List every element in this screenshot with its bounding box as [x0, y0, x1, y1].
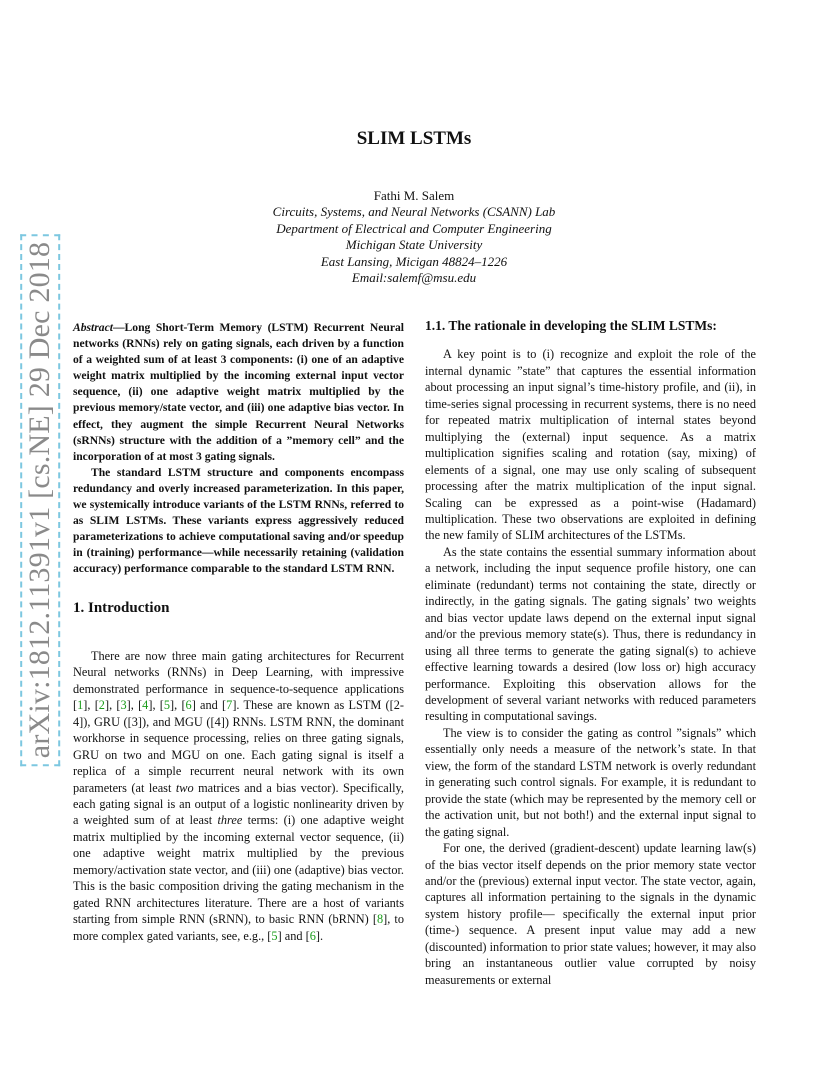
citation-link[interactable]: [ 3 ]: [116, 698, 130, 712]
affiliation-email: Email:salemf@msu.edu: [351, 270, 477, 286]
paper-title: SLIM LSTMs: [356, 128, 472, 149]
citation-link[interactable]: [ 5 ]: [267, 929, 281, 943]
author-block: [0, 188, 828, 286]
introduction-body: [73, 648, 404, 944]
rationale-body: [425, 346, 756, 988]
rationale-paragraph-1: A key point is to (i) recognize and exploit the role of the internal dynamic ”state” that captures the essential information about processing an input signal’s time-history profile, and (ii), in time-series signal processing in recurrent systems, there is no need for repeated matrix multiplication of internal states beyond multiplying the (external) input sequence. As a matrix multiplication signifies scaling and rotation (say, mixing) of elements of a signal, one may use only scaling of subsequent processing after the matrix multiplication of the input signal. Scaling can be expressed as a point-wise (Hadamard) multiplication. These two observations are exploited in defining the new family of SLIM architectures of the LSTMs.: [425, 347, 756, 543]
affiliation-lab: Circuits, Systems, and Neural Networks (CSANN) Lab: [272, 204, 556, 220]
citation-link[interactable]: [ 7 ]: [222, 698, 236, 712]
author-name: Fathi M. Salem: [373, 188, 455, 203]
rationale-paragraph-3: The view is to consider the gating as control ”signals” which essentially only needs a measure of the network’s state. In that view, the form of the standard LSTM network is overly redundant in generating such control signals. For example, it is redundant to provide the state (which may be represented by the memory cell or the activation unit, but not both!) and the external input signal to the gating signal.: [425, 725, 756, 839]
citation-link[interactable]: [ 1 ]: [73, 698, 87, 712]
right-column: [425, 318, 756, 988]
citation-link[interactable]: [ 6 ]: [181, 698, 195, 712]
section-heading-introduction: 1. Introduction: [73, 599, 170, 616]
affiliation-address: East Lansing, Micigan 48824–1226: [320, 253, 508, 269]
citation-link[interactable]: [ 5 ]: [160, 698, 174, 712]
introduction-paragraph: There are now three main gating architectures for Recurrent Neural networks (RNNs) in Deep Learning, with impressive demonstrated performance in sequence-to-sequence applications [ 1 ] , [ 2 ] , [ 3 ] , [ 4 ] , [ 5 ] , [ 6 ] and [ 7 ] . These are known as LSTM ([2-4]), GRU ([3]), and MGU ([4]) RNNs. LSTM RNN, the dominant workhorse in sequence processing, relies on three gating signals, GRU on two and MGU on one. Each gating signal is itself a replica of a simple recurrent neural network with its own parameters (at least two matrices and a bias vector). Specifically, each gating signal is an output of a logistic nonlinearity driven by a weighted sum of at least three terms: (i) one adaptive weight matrix multiplied by the incoming external vector sequence, (ii) one adaptive weight matrix multiplied by the previous memory/activation state vector, and (iii) one (adaptive) bias vector. This is the basic composition driving the gating mechanism in the gated RNN architectures literature. There are a host of variants starting from simple RNN (sRNN), to basic RNN (bRNN) [ 8 ] , to more complex gated variants, see, e.g., [ 5 ] and [ 6 ] .: [73, 648, 404, 944]
subsection-heading-rationale: 1.1. The rationale in developing the SLIM LSTMs:: [425, 318, 717, 333]
rationale-paragraph-4: For one, the derived (gradient-descent) update learning law(s) of the bias vector itself depends on the prior memory state vector and/or the (previous) external input vector. The state vector, again, captures all information pertaining to the signals in the dynamic system history profile— specifically the external input prior (time-) sequence. A present input value may add a new (discounted) information to prior state values; however, it may also bring an instantaneous outlier value corrupted by noisy measurements or external: [425, 841, 756, 987]
arxiv-id: arXiv:1812.11391v1 [cs.NE] 29 Dec 2018: [20, 234, 60, 766]
abstract-label: Abstract: [73, 321, 113, 334]
citation-link[interactable]: [ 6 ]: [306, 929, 320, 943]
abstract: [73, 320, 404, 578]
affiliation-dept: Department of Electrical and Computer Engineering: [276, 220, 552, 236]
citation-link[interactable]: [ 4 ]: [138, 698, 152, 712]
abstract-paragraph-2: The standard LSTM structure and components encompass redundancy and overly increased parameterization. In this paper, we systemically introduce variants of the LSTM RNNs, referred to as SLIM LSTMs. These variants express aggressively reduced parameterizations to achieve computational saving and/or speedup in (training) performance—while necessarily retaining (validation accuracy) performance comparable to the standard LSTM RNN.: [73, 465, 404, 576]
citation-link[interactable]: [ 2 ]: [95, 698, 109, 712]
arxiv-watermark: [12, 241, 68, 759]
citation-link[interactable]: [ 8 ]: [373, 912, 387, 926]
abstract-paragraph-1: Abstract—Long Short-Term Memory (LSTM) Recurrent Neural networks (RNNs) rely on gating signals, each driven by a function of a weighted sum of at least 3 components: (i) one of an adaptive weight matrix multiplied by the incoming external input vector sequence, (ii) one adaptive weight matrix multiplied by the previous memory/state vector, and (iii) one adaptive bias vector. In effect, they augment the simple Recurrent Neural Networks (sRNNs) structure with the addition of a ”memory cell” and the incorporation of at most 3 gating signals.: [73, 321, 404, 463]
rationale-paragraph-2: As the state contains the essential summary information about a network, including the input sequence profile history, one can eliminate (redundant) terms not containing the state, directly or indirectly, in the gating signals. The gating signals’ two weights and bias vector update laws depend on the external input signal and/or the previous memory state(s). Thus, there is redundancy in using all three terms to generate the gating signal(s) to achieve effective learning towards a desired (low loss or) high accuracy performance. Exploiting this observation allows for the development of several variant networks with reduced parameters resulting in computational savings.: [425, 544, 756, 724]
left-column: [73, 320, 404, 944]
affiliation-univ: Michigan State University: [345, 237, 483, 253]
